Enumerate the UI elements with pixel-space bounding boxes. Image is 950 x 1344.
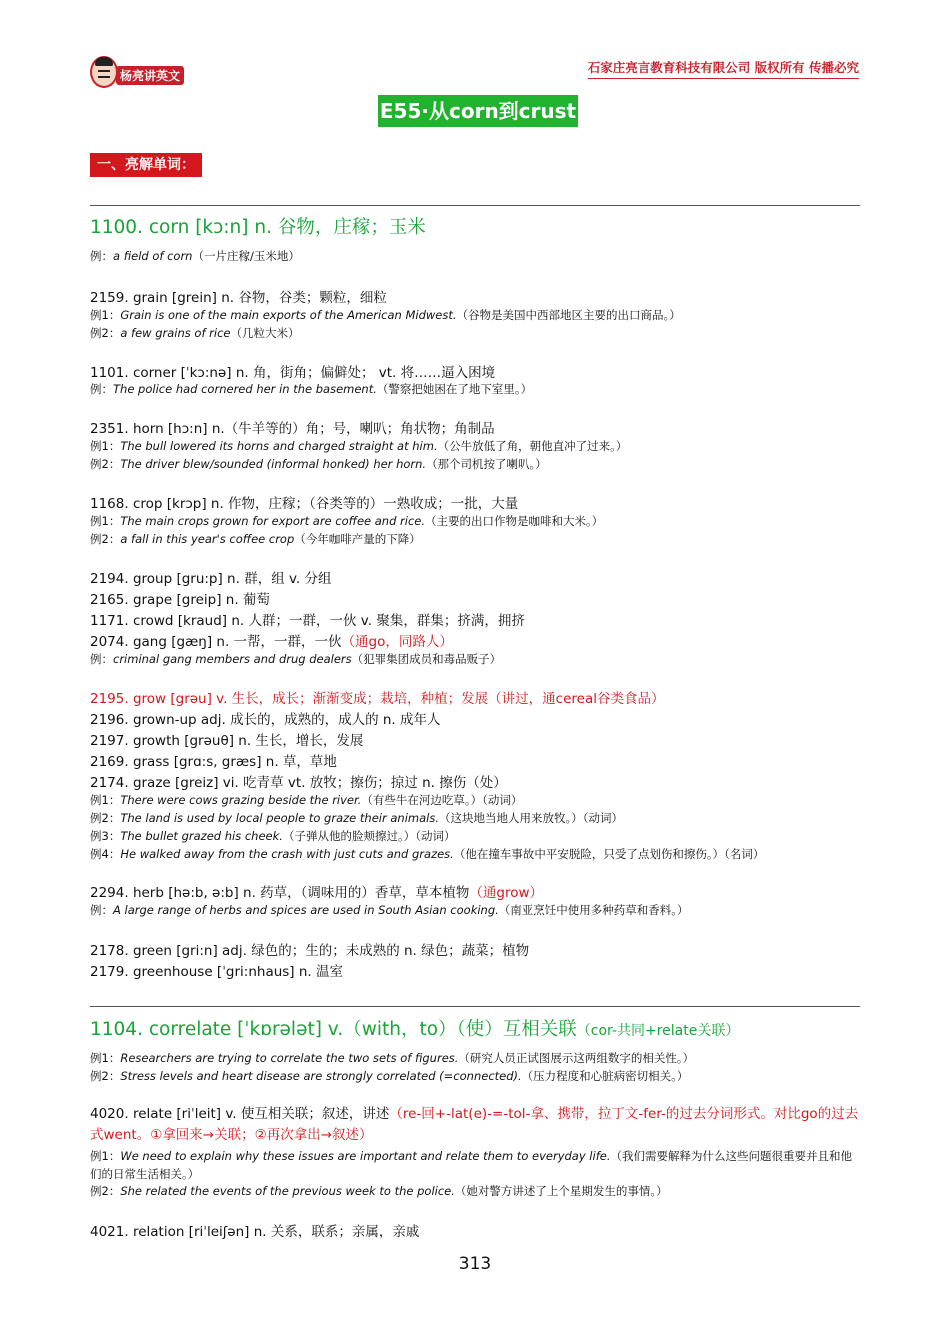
word-entry: 4021. relation [riˈleiʃən] n. 关系，联系；亲属，亲戚 — [90, 1224, 420, 1240]
word-entry: 2194. group [gru:p] n. 群，组 v. 分组 — [90, 571, 332, 587]
word-entry: 2165. grape [greip] n. 葡萄 — [90, 592, 270, 608]
example: 例2：The driver blew/sounded (informal honked) her horn.（那个司机按了喇叭。） — [90, 457, 547, 471]
word-entry: 2178. green [gri:n] adj. 绿色的；生的；未成熟的 n. 绿色；蔬菜；植物 — [90, 943, 530, 959]
word-entry: 2351. horn [hɔ:n] n.（牛羊等的）角；号，喇叭；角状物；角制品 — [90, 421, 495, 437]
word-entry: 2294. herb [hə:b, ə:b] n. 药草，（调味用的）香草，草本植物（通grow） — [90, 885, 544, 901]
example: 例3：The bullet grazed his cheek.（子弹从他的脸颊擦过。）（动词） — [90, 829, 456, 843]
example: 例2：Stress levels and heart disease are strongly correlated (=connected).（压力程度和心脏病密切相关。） — [90, 1069, 689, 1083]
word-entry: 2169. grass [grɑ:s, græs] n. 草，草地 — [90, 754, 337, 770]
word-entry: 1171. crowd [kraud] n. 人群；一群，一伙 v. 聚集，群集；挤满，拥挤 — [90, 613, 525, 629]
example: 例：The police had cornered her in the basement.（警察把她困在了地下室里。） — [90, 382, 533, 396]
section-label: 一、亮解单词： — [90, 153, 202, 177]
example: 例2：The land is used by local people to graze their animals.（这块地当地人用来放牧。）（动词） — [90, 811, 623, 825]
example: 例：A large range of herbs and spices are used in South Asian cooking.（南亚烹饪中使用多种药草和香料。） — [90, 903, 689, 917]
entry-heading: 1104. correlate [ˈkɒrələt] v.（with，to）（使）互相关联（cor-共同+relate关联） — [90, 1019, 740, 1040]
example: 例4：He walked away from the crash with just cuts and grazes.（他在撞车事故中平安脱险，只受了点划伤和擦伤。）（名词） — [90, 847, 765, 861]
example: 例：a field of corn（一片庄稼/玉米地） — [90, 249, 300, 263]
mascot-icon — [90, 56, 118, 88]
word-entry: 4020. relate [riˈleit] v. 使互相关联；叙述，讲述（re-回+-lat(e)-=-tol-拿、携带，拉丁文-fer-的过去分词形式。对比go的过去式went。①拿回来→关联；②再次拿出→叙述） — [90, 1106, 859, 1143]
word-entry-highlight: 2195. grow [grəu] v. 生长，成长；渐渐变成；栽培，种植；发展（讲过，通cereal谷类食品） — [90, 691, 665, 707]
word-entry: 2074. gang [gæŋ] n. 一帮，一群，一伙（通go，同路人） — [90, 634, 453, 650]
example: 例1：We need to explain why these issues are important and relate them to everyday life.（我们需要解释为什么这些问题很重要并且和他们的日常生活相关。） — [90, 1149, 852, 1181]
example: 例2：a few grains of rice（几粒大米） — [90, 326, 300, 340]
example: 例2：a fall in this year's coffee crop（今年咖啡产量的下降） — [90, 532, 421, 546]
example: 例2：She related the events of the previous week to the police.（她对警方讲述了上个星期发生的事情。） — [90, 1184, 668, 1198]
page-number: 313 — [458, 1254, 492, 1274]
page-title: E55·从corn到crust — [378, 95, 578, 127]
example: 例1：The main crops grown for export are coffee and rice.（主要的出口作物是咖啡和大米。） — [90, 514, 604, 528]
divider — [90, 205, 860, 206]
copyright-notice: 石家庄亮言教育科技有限公司 版权所有 传播必究 — [588, 58, 859, 79]
word-entry: 2159. grain [grein] n. 谷物，谷类；颗粒，细粒 — [90, 290, 387, 306]
example: 例：criminal gang members and drug dealers（犯罪集团成员和毒品贩子） — [90, 652, 502, 666]
example: 例1：The bull lowered its horns and charged straight at him.（公牛放低了角，朝他直冲了过来。） — [90, 439, 628, 453]
word-entry: 2196. grown-up adj. 成长的，成熟的，成人的 n. 成年人 — [90, 712, 441, 728]
entry-heading: 1100. corn [kɔ:n] n. 谷物，庄稼；玉米 — [90, 217, 426, 238]
word-entry: 2174. graze [greiz] vi. 吃青草 vt. 放牧；擦伤；掠过 n. 擦伤（处） — [90, 775, 507, 791]
word-entry: 2179. greenhouse [ˈgri:nhaus] n. 温室 — [90, 964, 343, 980]
example: 例1：Researchers are trying to correlate the two sets of figures.（研究人员正试图展示这两组数字的相关性。） — [90, 1051, 695, 1065]
word-entry: 1168. crop [krɔp] n. 作物，庄稼；（谷类等的）一熟收成；一批，大量 — [90, 496, 519, 512]
word-entry: 2197. growth [grəuθ] n. 生长，增长，发展 — [90, 733, 364, 749]
divider — [90, 1006, 860, 1007]
logo-text: 杨亮讲英文 — [116, 66, 184, 85]
example: 例1：Grain is one of the main exports of the American Midwest.（谷物是美国中西部地区主要的出口商品。） — [90, 308, 681, 322]
word-entry: 1101. corner [ˈkɔ:nə] n. 角，街角；偏僻处； vt. 将……逼入困境 — [90, 365, 496, 381]
example: 例1：There were cows grazing beside the river.（有些牛在河边吃草。）（动词） — [90, 793, 523, 807]
logo — [88, 56, 188, 90]
